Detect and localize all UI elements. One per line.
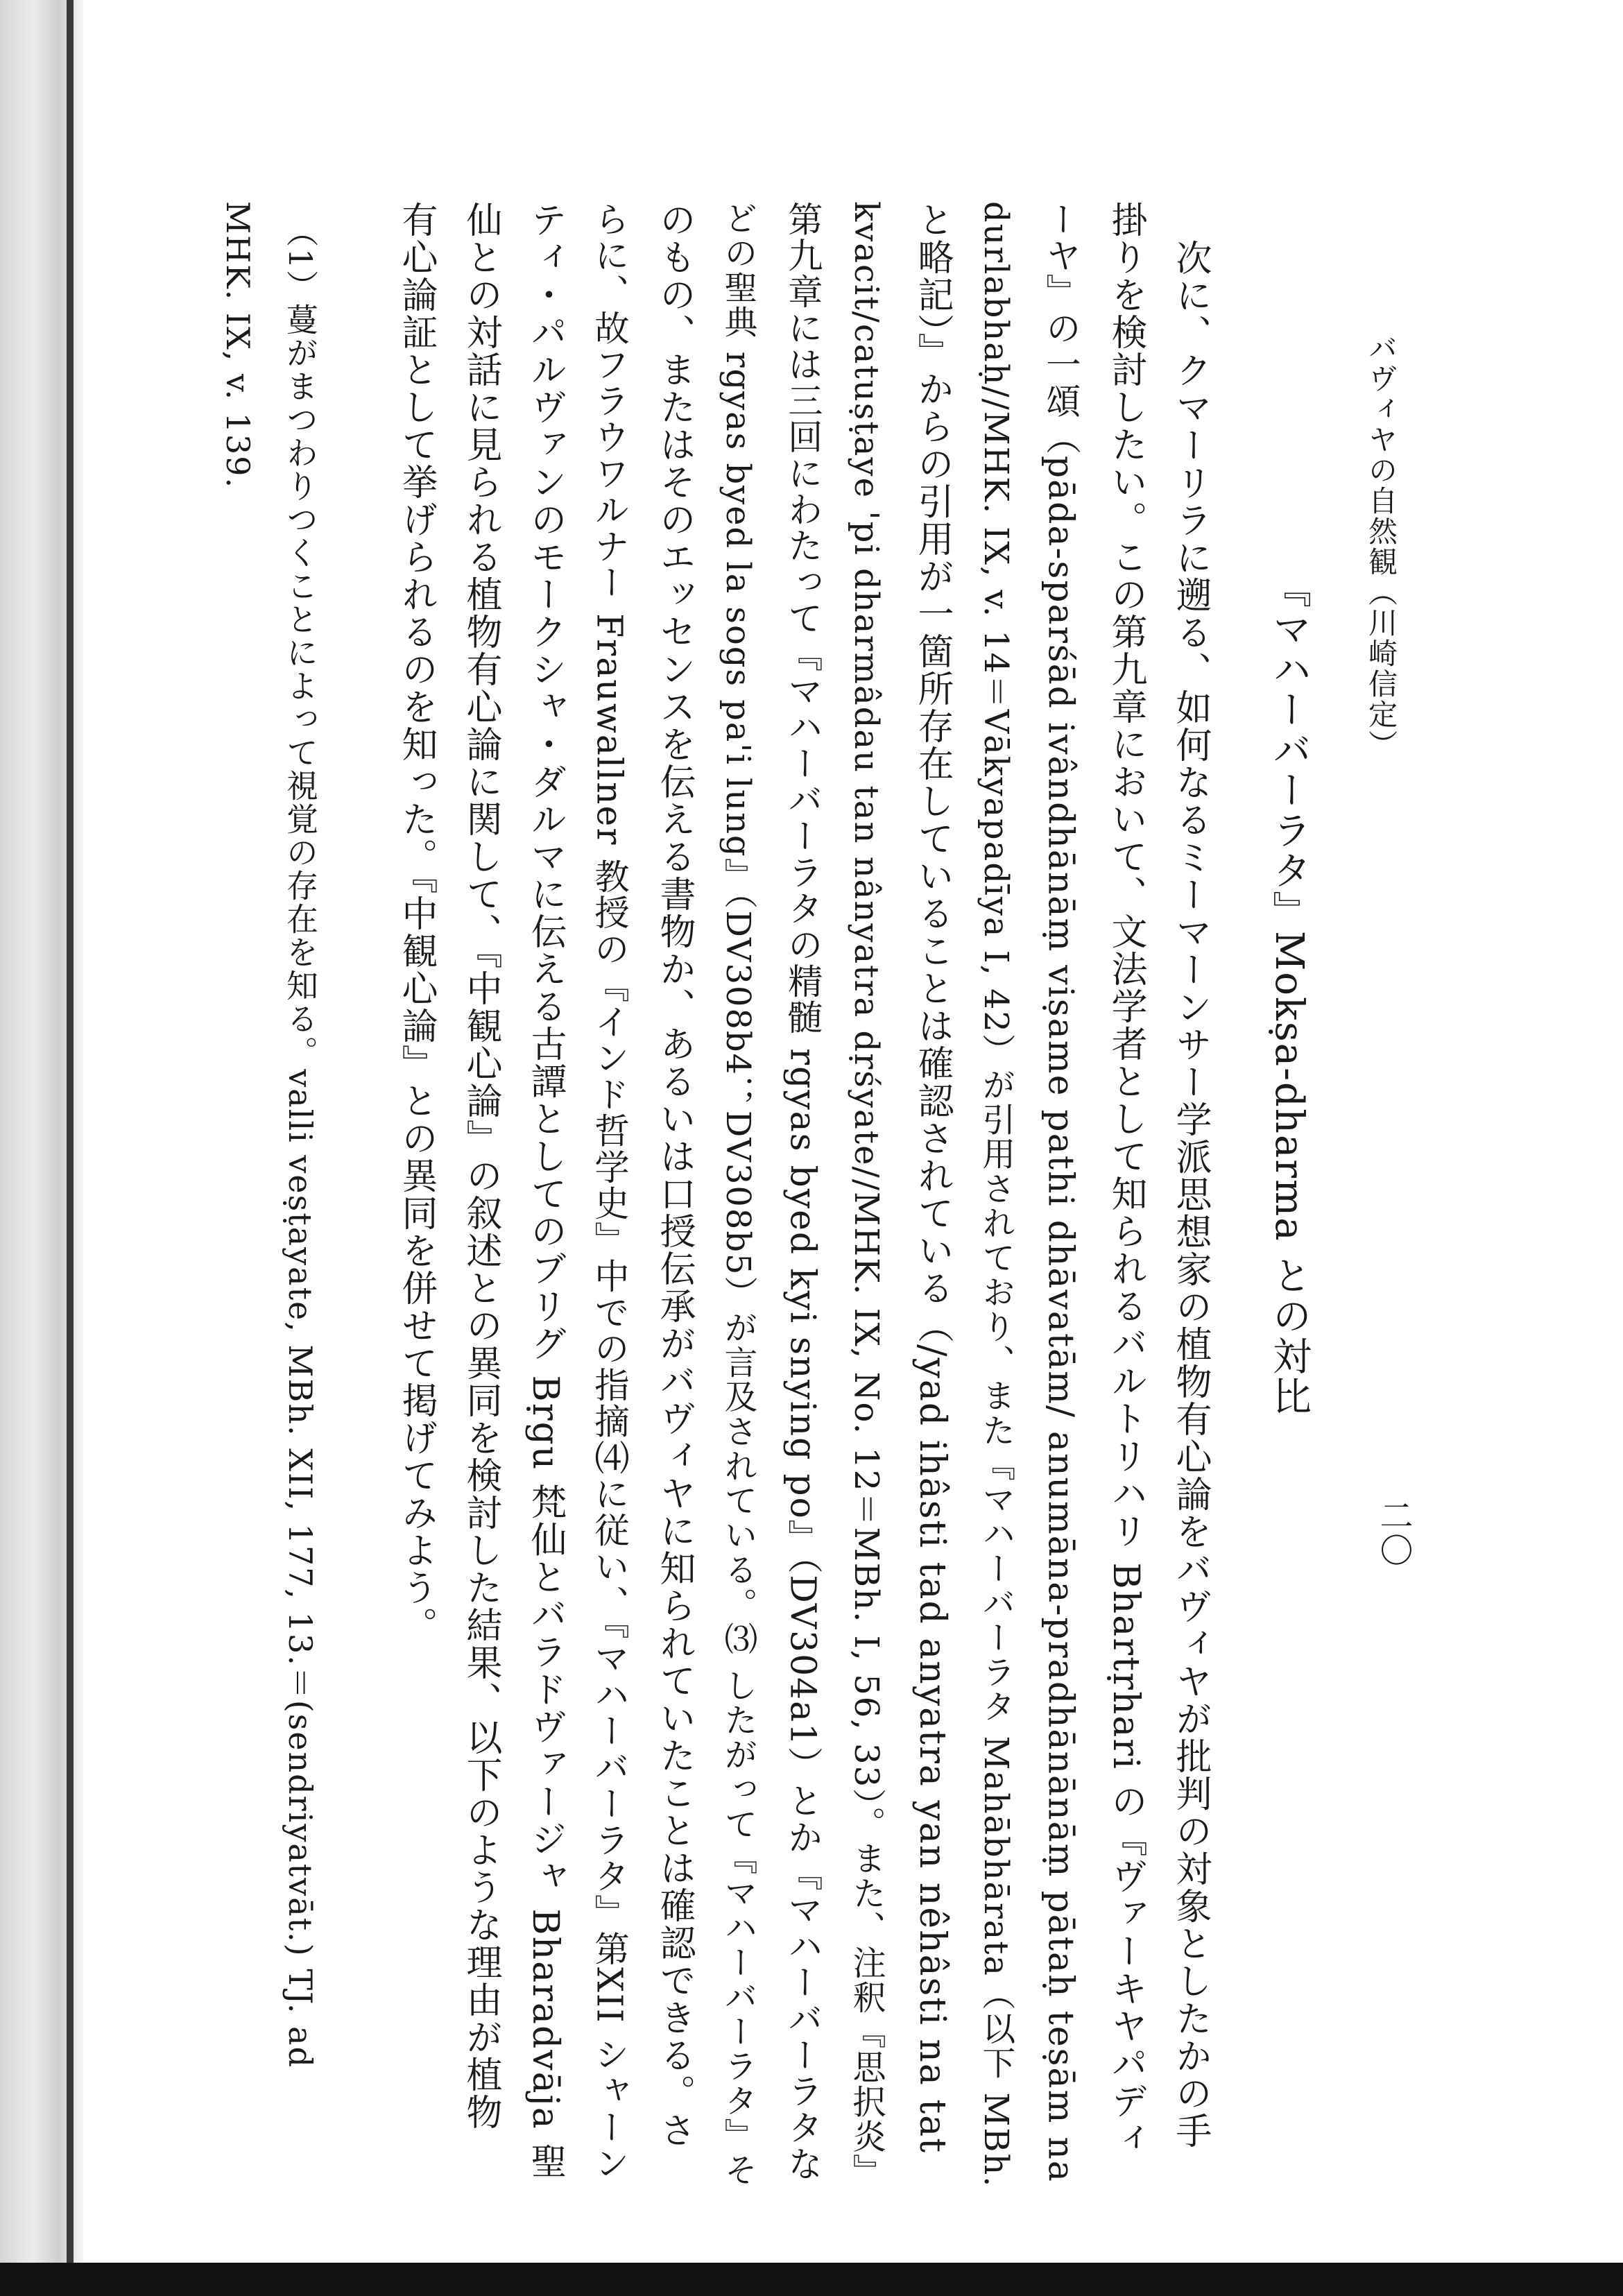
body-column: durlabhaḥ//MHK. IX, v. 14＝Vākyapadīya I, 42）が引用されており、また『マハーバーラタ Mahābhārata（以下 MBh. [976,201,1015,2188]
body-column: どの聖典 rgyas byed la sogs pa'i lung』（DV308b4；DV308b5）が言及されている。⑶ したがって『マハーバーラタ』そ [718,201,757,2188]
scan-bottom-edge [0,2263,1623,2296]
body-column: 掛りを検討したい。この第九章において、文法学者として知られるバルトリハリ Bhartṛhari の『ヴァーキヤパディ [1105,201,1147,2158]
body-column: ティ・パルヴァンのモークシャ・ダルマに伝える古譚としてのブリグ Bṛgu 梵仙とバラドヴァージャ Bharadvāja 聖 [524,201,566,2181]
running-header: バヴィヤの自然観（川崎信定） [1364,333,1398,760]
body-column: のもの、またはそのエッセンスを伝える書物か、あるいは口授伝承がバヴィヤに知られていたことは確認できる。さ [653,201,695,2149]
body-column: 第九章には三回にわたって『マハーバーラタの精髄 rgyas byed kyi snying po』（DV304a1）とか『マハーバーラタな [782,201,824,2182]
footnote: （1）蔓がまつわりつくことによって視覚の存在を知る。valli veṣṭayate, MBh. XII, 177, 13.＝(sendriyatvāt.) TJ. ad [282,215,319,2069]
body-column: と略記）』からの引用が一箇所存在していることは確認されている（/yad ihâsti tad anyatra yan nêhâsti na tat [911,201,953,2154]
body-column: kvacit/catuṣṭaye 'pi dharmâdau tan nânyatra dṛśyate//MHK. IX, No. 12＝MBh. I, 56, 33）。また、注釈『思択炎』 [847,201,886,2189]
section-heading: 『マハーバーラタ』Mokṣa-dharma との対比 [1266,569,1312,1417]
footnote: MHK. IX, v. 139. [219,201,257,490]
page-number: 二〇 [1374,1498,1413,1568]
body-column: らに、故フラウワルナー Frauwallner 教授の『インド哲学史』中での指摘⑷に従い、『マハーバーラタ』第XII シャーン [589,201,630,2182]
book-gutter-line [67,0,74,2296]
body-column: 仙との対話に見られる植物有心論に関して、『中観心論』の叙述との異同を検討した結果、以下のような理由が植物 [460,201,501,2131]
body-column: ーヤ』の一頌（pāda-sparśād ivândhānāṃ viṣame pathi dhāvatām/ anumāna-pradhānānāṃ pātaḥ teṣām na [1040,201,1082,2183]
body-column: 次に、クマーリラに遡る、如何なるミーマーンサー学派思想家の植物有心論をバヴィヤが批判の対象としたかの手 [1169,239,1211,2150]
body-column: 有心論証として挙げられるのを知った。『中観心論』との異同を併せて掲げてみよう。 [395,201,437,1644]
